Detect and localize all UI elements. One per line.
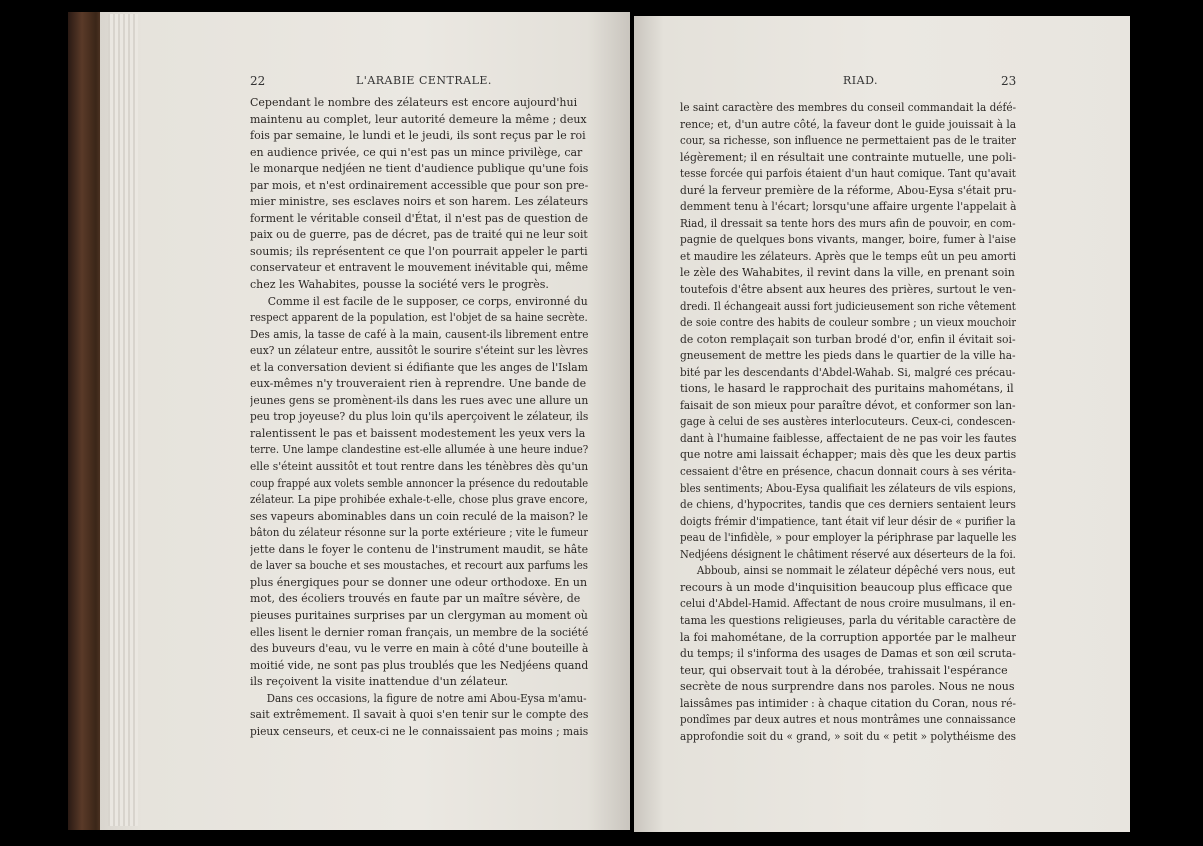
text-line: bles sentiments; Abou-Eysa qualifiait les zélateurs de vils espions, bbox=[680, 481, 1016, 495]
text-line: plus énergiques pour se donner une odeur orthodoxe. En un bbox=[250, 575, 588, 589]
text-line: eux? un zélateur entre, aussitôt le sourire s'éteint sur les lèvres bbox=[250, 344, 588, 358]
text-line: le monarque nedjéen ne tient d'audience publique qu'une fois bbox=[250, 162, 588, 176]
text-line: paix ou de guerre, pas de décret, pas de traité qui ne leur soit bbox=[250, 228, 588, 242]
text-line: soumis; ils représentent ce que l'on pourrait appeler le parti bbox=[250, 244, 588, 258]
text-line: coup frappé aux volets semble annoncer la présence du redoutable bbox=[250, 476, 588, 490]
text-line: fois par semaine, le lundi et le jeudi, ils sont reçus par le roi bbox=[250, 129, 586, 143]
text-line: Abboub, ainsi se nommait le zélateur dépêché vers nous, eut bbox=[696, 564, 1016, 578]
text-line: cessaient d'être en présence, chacun donnait cours à ses vérita- bbox=[680, 465, 1016, 479]
text-line: Des amis, la tasse de café à la main, causent-ils librement entre bbox=[250, 327, 588, 341]
text-line: terre. Une lampe clandestine est-elle allumée à une heure indue? bbox=[250, 443, 588, 457]
text-line: faisait de son mieux pour paraître dévot, et conformer son lan- bbox=[680, 398, 1016, 412]
text-line: teur, qui observait tout à la dérobée, trahissait l'espérance bbox=[680, 663, 1008, 677]
text-line: Dans ces occasions, la figure de notre ami Abou-Eysa m'amu- bbox=[266, 691, 587, 705]
text-line: peau de l'infidèle, » pour employer la périphrase par laquelle les bbox=[680, 531, 1016, 545]
text-line: eux-mêmes n'y trouveraient rien à reprendre. Une bande de bbox=[250, 377, 587, 391]
right-page-text bbox=[680, 100, 1016, 745]
left-page-text bbox=[250, 95, 588, 740]
text-line: chez les Wahabites, pousse la société vers le progrès. bbox=[250, 278, 549, 292]
text-line: pieux censeurs, et ceux-ci ne le connaissaient pas moins ; mais bbox=[250, 724, 588, 738]
text-line: des buveurs d'eau, vu le verre en main à côté d'une bouteille à bbox=[250, 642, 588, 656]
text-line: que notre ami laissait échapper; mais dès que les deux partis bbox=[680, 448, 1016, 462]
text-line: duré la ferveur première de la réforme, Abou-Eysa s'était pru- bbox=[680, 183, 1016, 197]
text-line: elles lisent le dernier roman français, un membre de la société bbox=[250, 625, 588, 639]
text-line: rence; et, d'un autre côté, la faveur dont le guide jouissait à la bbox=[680, 117, 1016, 131]
text-line: moitié vide, ne sont pas plus troublés que les Nedjéens quand bbox=[250, 658, 588, 672]
text-line: du temps; il s'informa des usages de Damas et son œil scruta- bbox=[680, 647, 1016, 661]
text-line: Riad, il dressait sa tente hors des murs afin de pouvoir, en com- bbox=[680, 216, 1016, 230]
text-line: gneusement de mettre les pieds dans le quartier de la ville ha- bbox=[680, 349, 1016, 363]
text-line: tions, le hasard le rapprochait des puritains mahométans, il bbox=[680, 382, 1014, 396]
text-line: Comme il est facile de le supposer, ce corps, environné du bbox=[267, 294, 588, 308]
text-line: tesse forcée qui parfois étaient d'un haut comique. Tant qu'avait bbox=[680, 167, 1016, 181]
text-line: celui d'Abdel-Hamid. Affectant de nous croire musulmans, il en- bbox=[680, 597, 1016, 611]
text-line: et maudire les zélateurs. Après que le temps eût un peu amorti bbox=[680, 249, 1016, 263]
text-line: recours à un mode d'inquisition beaucoup plus efficace que bbox=[680, 580, 1013, 594]
text-line: bité par les descendants d'Abdel-Wahab. Si, malgré ces précau- bbox=[680, 365, 1016, 379]
text-line: en audience privée, ce qui n'est pas un mince privilège, car bbox=[250, 145, 583, 159]
text-line: Nedjéens désignent le châtiment réservé aux déserteurs de la foi. bbox=[680, 547, 1016, 561]
text-line: bâton du zélateur résonne sur la porte extérieure ; vite le fumeur bbox=[250, 526, 588, 540]
text-line: elle s'éteint aussitôt et tout rentre dans les ténèbres dès qu'un bbox=[250, 460, 588, 474]
text-line: toutefois d'être absent aux heures des prières, surtout le ven- bbox=[680, 283, 1016, 297]
left-running-head: L'ARABIE CENTRALE. bbox=[356, 74, 492, 87]
text-line: gage à celui de ses austères interlocuteurs. Ceux-ci, condescen- bbox=[680, 415, 1016, 429]
right-page-number: 23 bbox=[1001, 74, 1017, 88]
text-line: cour, sa richesse, son influence ne permettaient pas de le traiter bbox=[680, 134, 1016, 148]
text-line: jeunes gens se promènent-ils dans les rues avec une allure un bbox=[250, 393, 588, 407]
text-line: ralentissent le pas et baissent modestement les yeux vers la bbox=[250, 426, 586, 440]
text-line: tama les questions religieuses, parla du véritable caractère de bbox=[680, 613, 1016, 627]
text-line: et la conversation devient si édifiante que les anges de l'Islam bbox=[250, 360, 588, 374]
text-line: par mois, et n'est ordinairement accessible que pour son pre- bbox=[250, 178, 588, 192]
left-page-number: 22 bbox=[250, 74, 266, 88]
text-line: jette dans le foyer le contenu de l'instrument maudit, se hâte bbox=[250, 542, 588, 556]
text-line: secrète de nous surprendre dans nos paroles. Nous ne nous bbox=[680, 680, 1015, 694]
text-line: dredi. Il échangeait aussi fort judicieusement son riche vêtement bbox=[680, 299, 1016, 313]
text-line: ils reçoivent la visite inattendue d'un zélateur. bbox=[250, 675, 509, 689]
text-line: de laver sa bouche et ses moustaches, et recourt aux parfums les bbox=[250, 559, 588, 573]
text-line: mot, des écoliers trouvés en faute par un maître sévère, de bbox=[250, 592, 581, 606]
text-line: dant à l'humaine faiblesse, affectaient de ne pas voir les fautes bbox=[680, 431, 1016, 445]
text-line: forment le véritable conseil d'État, il n'est pas de question de bbox=[250, 211, 588, 225]
text-line: maintenu au complet, leur autorité demeure la même ; deux bbox=[250, 112, 587, 126]
text-line: zélateur. La pipe prohibée exhale-t-elle, chose plus grave encore, bbox=[250, 493, 588, 507]
text-line: de coton remplaçait son turban brodé d'or, enfin il évitait soi- bbox=[680, 332, 1016, 346]
page-edges bbox=[108, 14, 138, 826]
text-line: de soie contre des habits de couleur sombre ; un vieux mouchoir bbox=[680, 316, 1016, 330]
text-line: le saint caractère des membres du conseil commandait la défé- bbox=[680, 101, 1016, 114]
text-line: sait extrêmement. Il savait à quoi s'en tenir sur le compte des bbox=[250, 708, 588, 722]
text-line: respect apparent de la population, est l'objet de sa haine secrète. bbox=[250, 311, 588, 325]
text-line: ses vapeurs abominables dans un coin reculé de la maison? le bbox=[250, 509, 588, 523]
text-line: pondîmes par deux autres et nous montrâmes une connaissance bbox=[680, 713, 1016, 727]
right-running-head: RIAD. bbox=[843, 74, 878, 87]
text-line: la foi mahométane, de la corruption apportée par le malheur bbox=[680, 630, 1016, 644]
text-line: pagnie de quelques bons vivants, manger, boire, fumer à l'aise bbox=[680, 233, 1016, 247]
text-line: de chiens, d'hypocrites, tandis que ces derniers sentaient leurs bbox=[680, 498, 1016, 512]
text-line: mier ministre, ses esclaves noirs et son harem. Les zélateurs bbox=[250, 195, 588, 209]
text-line: doigts frémir d'impatience, tant était vif leur désir de « purifier la bbox=[680, 514, 1016, 528]
text-line: demment tenu à l'écart; lorsqu'une affaire urgente l'appelait à bbox=[680, 200, 1016, 214]
text-line: peu trop joyeuse? du plus loin qu'ils aperçoivent le zélateur, ils bbox=[250, 410, 588, 424]
text-line: Cependant le nombre des zélateurs est encore aujourd'hui bbox=[250, 96, 578, 109]
text-line: laissâmes pas intimider : à chaque citation du Coran, nous ré- bbox=[680, 696, 1016, 710]
text-line: conservateur et entravent le mouvement inévitable qui, même bbox=[250, 261, 588, 275]
text-line: pieuses puritaines surprises par un clergyman au moment où bbox=[250, 608, 588, 622]
text-line: légèrement; il en résultait une contrainte mutuelle, une poli- bbox=[680, 150, 1016, 164]
text-line: le zèle des Wahabites, il revint dans la ville, en prenant soin bbox=[680, 266, 1015, 280]
text-line: approfondie soit du « grand, » soit du « petit » polythéisme des bbox=[680, 729, 1016, 743]
